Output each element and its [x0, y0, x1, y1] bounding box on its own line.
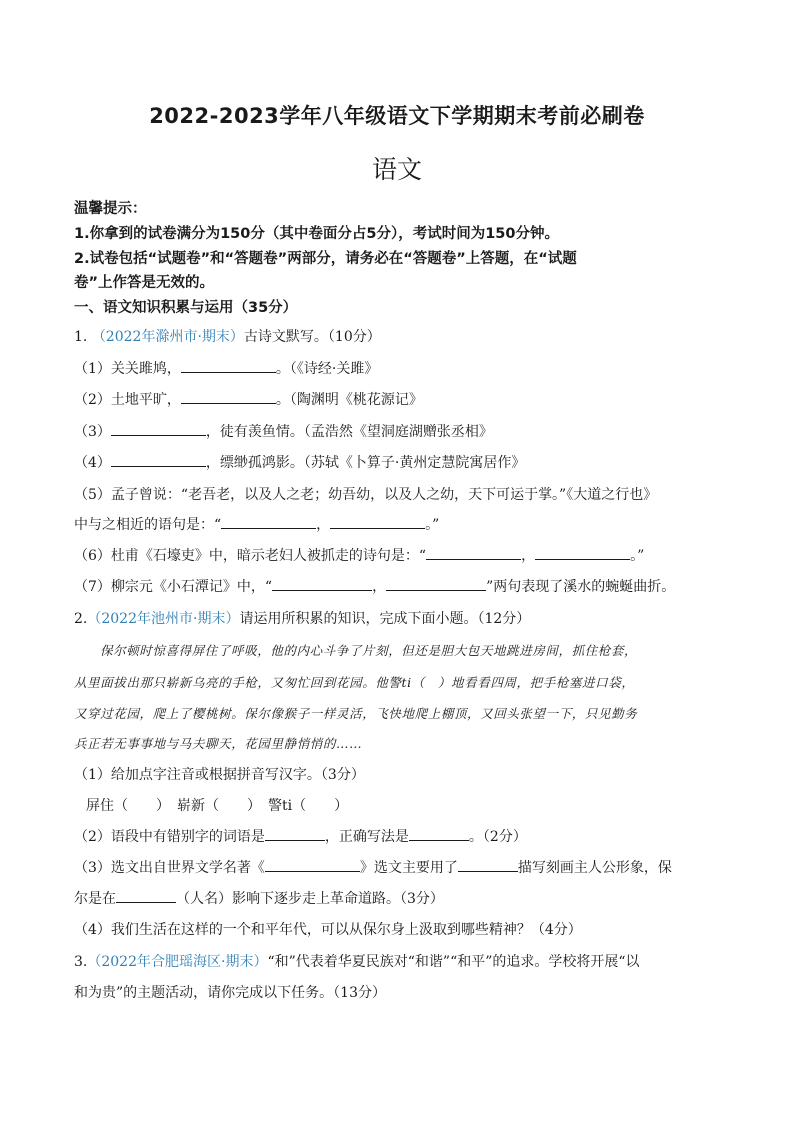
answer-blank[interactable]	[272, 576, 372, 591]
q3-prompt: “和”代表着华夏民族对“和谐”“和平”的追求。学校将开展“以	[267, 954, 640, 970]
q2-item-3b: 尔是在 （人名）影响下逐步走上革命道路。（3分）	[74, 888, 724, 910]
q2-prompt: 请运用所积累的知识，完成下面小题。（12分）	[239, 611, 531, 627]
q1-source: （2022年滁州市·期末）	[91, 329, 244, 345]
answer-blank[interactable]	[181, 389, 276, 404]
q2-item-1: （1）给加点字注音或根据拼音写汉字。（3分）	[74, 767, 365, 783]
q2-item-2: （2）语段中有错别字的词语是 ，正确写法是 。（2分）	[74, 826, 724, 848]
q2-passage-line-3: 又穿过花园，爬上了樱桃树。保尔像猴子一样灵活，飞快地爬上棚顶，又回头张望一下，只见勤务	[74, 706, 638, 721]
q2-header	[74, 608, 724, 630]
q1-item-5a: （5）孟子曾说：“老吾老，以及人之老；幼吾幼，以及人之幼，天下可运于掌。”《大道之行也》	[74, 487, 658, 503]
q1-item-4: （4） ，缥缈孤鸿影。（苏轼《卜算子·黄州定慧院寓居作》	[74, 452, 724, 474]
section-heading: 一、语文知识积累与运用（35分）	[74, 300, 298, 316]
answer-blank[interactable]	[181, 358, 276, 373]
answer-blank[interactable]	[330, 514, 425, 529]
answer-blank[interactable]	[111, 452, 206, 467]
tips-label: 温馨提示：	[74, 201, 147, 217]
page-title: 2022-2023学年八年级语文下学期期末考前必刷卷	[149, 104, 645, 128]
q2-item-3: （3）选文出自世界文学名著《 》选文主要用了 描写刻画主人公形象，保	[74, 857, 724, 879]
q1-prompt: 古诗文默写。（10分）	[243, 329, 381, 345]
q2-item-1-fields: 屏住（ ） 崭新（ ） 警ti（ ）	[86, 798, 349, 814]
answer-blank[interactable]	[265, 857, 360, 872]
q1-item-3: （3） ，徒有羡鱼情。（孟浩然《望洞庭湖赠张丞相》	[74, 421, 724, 443]
q2-passage-line-1: 保尔顿时惊喜得屏住了呼吸，他的内心斗争了片刻，但还是胆大包天地跳进房间，抓住枪套，	[100, 643, 638, 658]
q2-passage-line-2: 从里面拔出那只崭新乌亮的手枪，又匆忙回到花园。他警ti（ ）地看看四周，把手枪塞进口袋，	[74, 675, 635, 690]
q1-item-1: （1）关关雎鸠， 。（《诗经·关雎》	[74, 358, 724, 380]
q3-number: 3.	[74, 954, 88, 970]
q1-item-5b: 中与之相近的语句是：“ ， 。”	[74, 514, 724, 536]
answer-blank[interactable]	[409, 826, 469, 841]
q1-item-2: （2）土地平旷， 。（陶渊明《桃花源记》	[74, 389, 724, 411]
q3-source: （2022年合肥瑶海区·期末）	[87, 954, 268, 970]
q1-item-6: （6）杜甫《石壕吏》中，暗示老妇人被抓走的诗句是：“ ， 。”	[74, 545, 724, 567]
tip-item-2b: 卷”上作答是无效的。	[74, 275, 215, 291]
q2-passage-line-4: 兵正若无事事地与马夫聊天，花园里静悄悄的……	[74, 736, 363, 751]
q2-source: （2022年池州市·期末）	[87, 611, 240, 627]
q3-header	[74, 951, 724, 973]
answer-blank[interactable]	[386, 576, 486, 591]
tip-item-1: 1.你拿到的试卷满分为150分（其中卷面分占5分），考试时间为150分钟。	[74, 226, 559, 242]
answer-blank[interactable]	[265, 826, 325, 841]
q1-item-7: （7）柳宗元《小石潭记》中，“ ， ”两句表现了溪水的蜿蜒曲折。	[74, 576, 724, 598]
answer-blank[interactable]	[221, 514, 316, 529]
q1-header	[74, 326, 724, 348]
answer-blank[interactable]	[535, 545, 630, 560]
q2-number: 2.	[74, 611, 88, 627]
q1-number: 1.	[74, 329, 88, 345]
tip-item-2a: 2.试卷包括“试题卷”和“答题卷”两部分，请务必在“答题卷”上答题，在“试题	[74, 251, 577, 267]
answer-blank[interactable]	[116, 888, 176, 903]
answer-blank[interactable]	[458, 857, 518, 872]
answer-blank[interactable]	[426, 545, 521, 560]
q3-prompt-2: 和为贵”的主题活动，请你完成以下任务。（13分）	[74, 985, 386, 1001]
answer-blank[interactable]	[111, 421, 206, 436]
q2-item-4: （4）我们生活在这样的一个和平年代，可以从保尔身上汲取到哪些精神？（4分）	[74, 922, 582, 938]
subject-title: 语文	[371, 155, 422, 184]
